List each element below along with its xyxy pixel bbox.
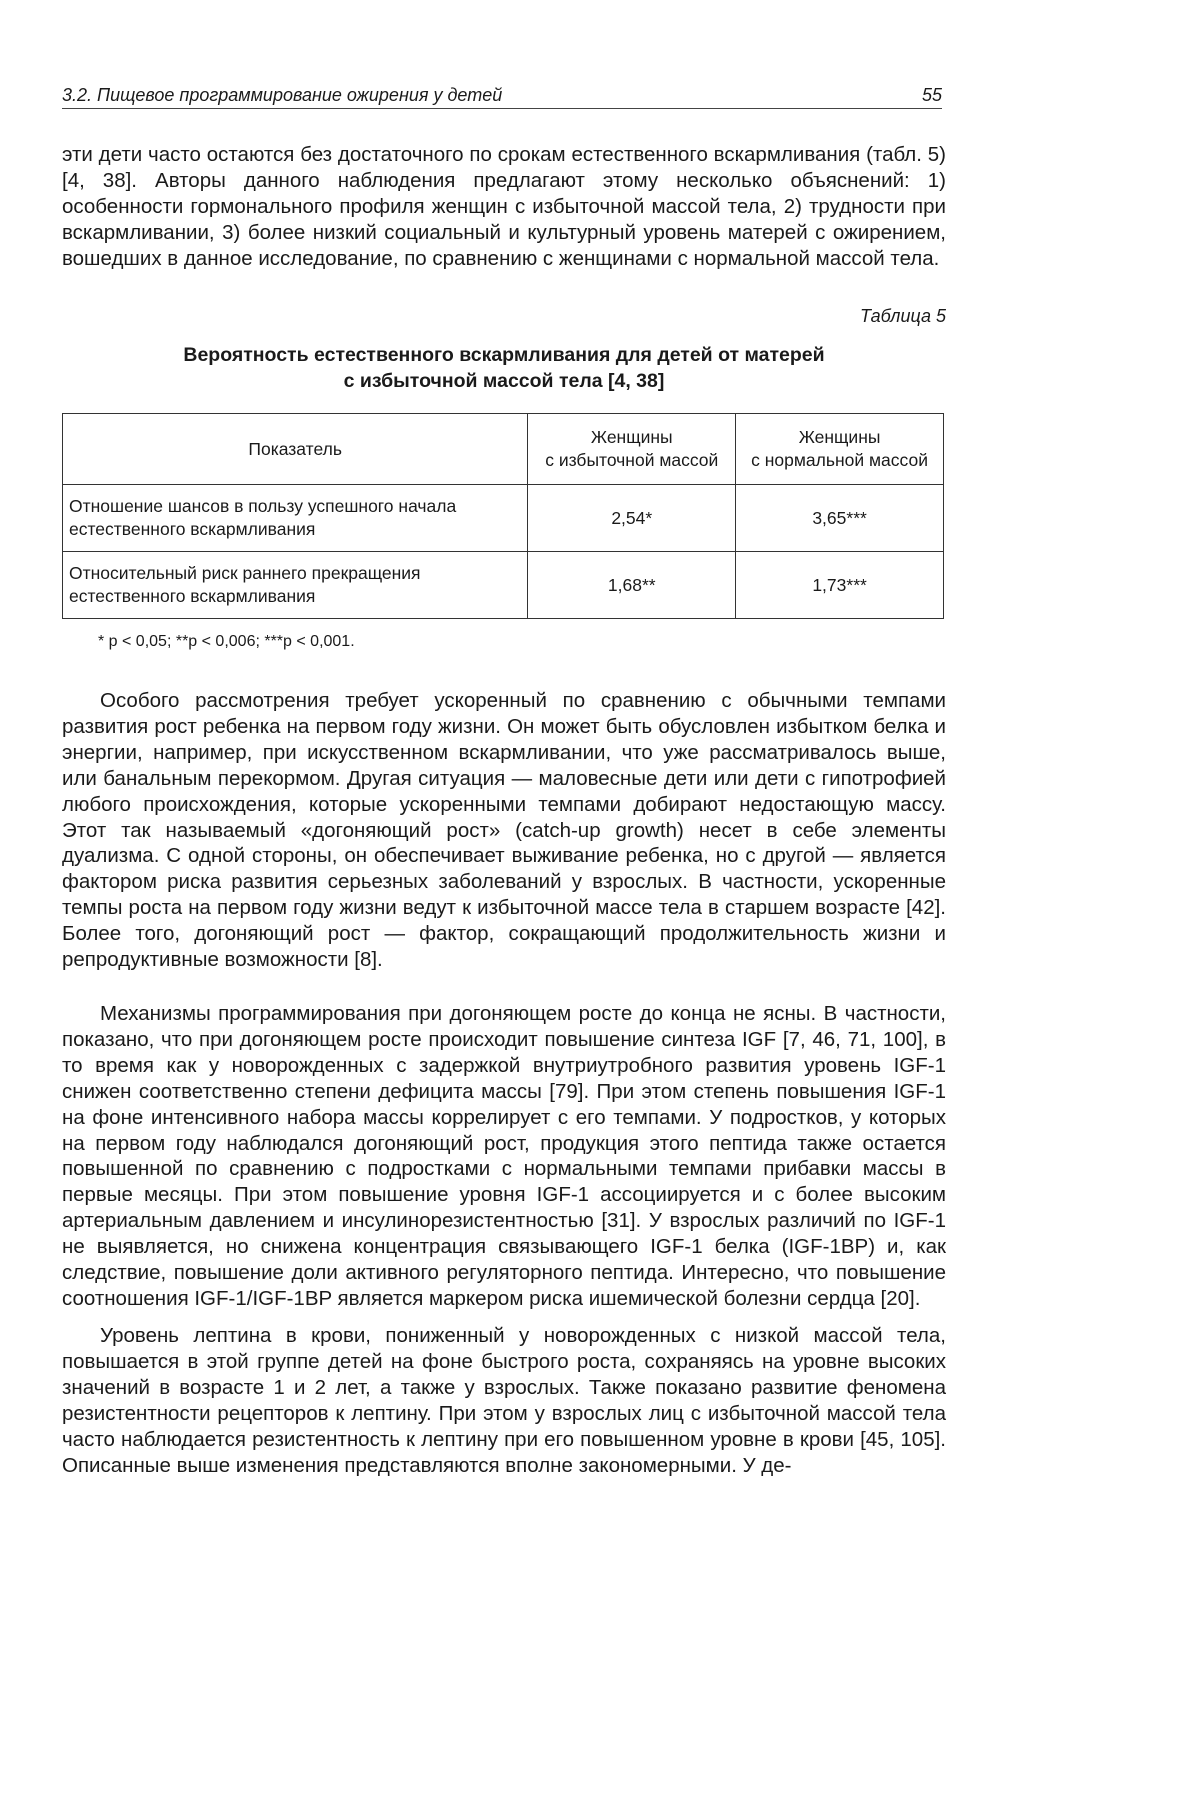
- table-caption: Таблица 5: [859, 306, 946, 326]
- header-normal-line-1: Женщины: [798, 427, 881, 447]
- header-normal-line-2: с нормальной массой: [751, 450, 928, 470]
- header-normal: [736, 414, 944, 485]
- cell-overweight: 2,54*: [528, 485, 736, 552]
- table-header-row: [63, 414, 944, 485]
- table-title-line-2: с избыточной массой тела [4, 38]: [343, 370, 665, 392]
- paragraph-1: эти дети часто остаются без достаточного по срокам естественного вскармливания (табл. 5) [4, 38]. Авторы данного наблюдения предлагают этому несколько объяснений: 1) особенности гормонального профиля женщин с избыточной массой тела, 2) трудности при вскармливании, 3) более низкий социальный и культурный уровень матерей с ожирением, вошедших в данное исследование, по сравнению с женщинами с нормальной массой тела.: [62, 143, 946, 270]
- table-row: [63, 485, 944, 552]
- cell-normal: 3,65***: [736, 485, 944, 552]
- header-overweight-line-1: Женщины: [590, 427, 673, 447]
- cell-normal: 1,73***: [736, 552, 944, 619]
- running-head: [62, 84, 942, 109]
- table-title: [62, 342, 946, 394]
- header-overweight-line-2: с избыточной массой: [545, 450, 719, 470]
- page-number: 55: [921, 85, 942, 105]
- table-row: [63, 552, 944, 619]
- row-label: Относительный риск раннего прекращения естественного вскармливания: [63, 552, 528, 619]
- paragraph-2: Особого рассмотрения требует ускоренный по сравнению с обычными темпами развития рост ребенка на первом году жизни. Он может быть обусловлен избытком белка и энергии, например, при искусственном вскармливании, что уже рассматривалось выше, или банальным перекормом. Другая ситуация — маловесные дети или дети с гипотрофией любого происхождения, которые ускоренными темпами добирают недостающую массу. Этот так называемый «догоняющий рост» (catch-up growth) несет в себе элементы дуализма. С одной стороны, он обеспечивает выживание ребенка, но с другой — является фактором риска развития серьезных заболеваний у взрослых. В частности, ускоренные темпы роста на первом году жизни ведут к избыточной массе тела в старшем возрасте [42]. Более того, догоняющий рост — фактор, сокращающий продолжительность жизни и репродуктивные возможности [8].: [62, 689, 946, 972]
- table-footnote: * p < 0,05; **p < 0,006; ***p < 0,001.: [98, 633, 355, 650]
- cell-overweight: 1,68**: [528, 552, 736, 619]
- header-overweight: [528, 414, 736, 485]
- running-head-title: 3.2. Пищевое программирование ожирения у детей: [62, 85, 503, 105]
- table-title-line-1: Вероятность естественного вскармливания для детей от матерей: [183, 344, 825, 366]
- paragraph-3: Механизмы программирования при догоняющем росте до конца не ясны. В частности, показано, что при догоняющем росте происходит повышение синтеза IGF [7, 46, 71, 100], в то время как у новорожденных с задержкой внутриутробного развития уровень IGF-1 снижен соответственно степени дефицита массы [79]. При этом степень повышения IGF-1 на фоне интенсивного набора массы коррелирует с его темпами. У подростков, у которых на первом году наблюдался догоняющий рост, продукция этого пептида также остается повышенной по сравнению с подростками с нормальными темпами прибавки массы в первые месяцы. При этом повышение уровня IGF-1 ассоциируется и с более высоким артериальным давлением и инсулинорезистентностью [31]. У взрослых различий по IGF-1 не выявляется, но снижена концентрация связывающего IGF-1 белка (IGF-1BP) и, как следствие, повышение доли активного регуляторного пептида. Интересно, что повышение соотношения IGF-1/IGF-1BP является маркером риска ишемической болезни сердца [20].: [62, 1002, 946, 1310]
- row-label: Отношение шансов в пользу успешного начала естественного вскармливания: [63, 485, 528, 552]
- data-table: [62, 413, 944, 619]
- paragraph-4: Уровень лептина в крови, пониженный у новорожденных с низкой массой тела, повышается в этой группе детей на фоне быстрого роста, сохраняясь на уровне высоких значений в возрасте 1 и 2 лет, а также у взрослых. Также показано развитие феномена резистентности рецепторов к лептину. При этом у взрослых лиц с избыточной массой тела часто наблюдается резистентность к лептину при его повышенном уровне в крови [45, 105]. Описанные выше изменения представляются вполне закономерными. У де-: [62, 1324, 946, 1477]
- header-indicator: Показатель: [63, 414, 528, 485]
